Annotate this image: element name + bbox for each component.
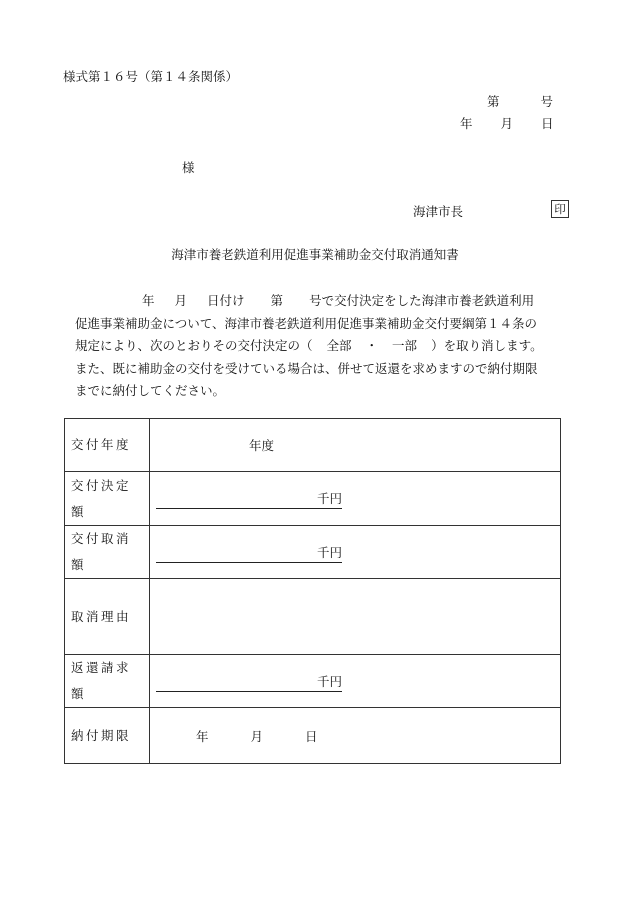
body-line-5: までに納付してください。 bbox=[75, 383, 226, 398]
table-row bbox=[65, 472, 561, 526]
cancel-reason-cell[interactable] bbox=[150, 579, 561, 655]
row-label-cancel-reason: 取消理由 bbox=[65, 579, 150, 655]
amount-unit: 千円 bbox=[316, 673, 342, 689]
grant-amount-cell[interactable] bbox=[150, 472, 561, 526]
amount-underline bbox=[156, 488, 342, 509]
cancel-amount-cell[interactable] bbox=[150, 526, 561, 579]
row-label-grant-amount: 交付決定額 bbox=[65, 472, 150, 526]
issue-date bbox=[460, 114, 554, 132]
document-title: 海津市養老鉄道利用促進事業補助金交付取消通知書 bbox=[171, 247, 459, 262]
choice-part: 一部 bbox=[392, 338, 418, 353]
body-line-2: 促進事業補助金について、海津市養老鉄道利用促進事業補助金交付要綱第１４条の bbox=[75, 315, 538, 331]
doc-number-prefix: 第 bbox=[487, 94, 500, 109]
table-row bbox=[65, 526, 561, 579]
amount-underline bbox=[156, 671, 342, 692]
body-line-4: また、既に補助金の交付を受けている場合は、併せて返還を求めますので納付期限 bbox=[75, 360, 538, 376]
issuer-name: 海津市長 bbox=[413, 204, 464, 219]
row-label-fiscal-year: 交付年度 bbox=[65, 419, 150, 472]
amount-underline bbox=[156, 542, 342, 563]
row-label-cancel-amount: 交付取消額 bbox=[65, 526, 150, 579]
table-row bbox=[65, 419, 561, 472]
form-number: 様式第１６号（第１４条関係） bbox=[63, 69, 239, 84]
details-table bbox=[64, 418, 561, 764]
refund-amount-cell[interactable] bbox=[150, 655, 561, 708]
date-month: 月 bbox=[500, 116, 514, 131]
table-row bbox=[65, 655, 561, 708]
seal-mark: 印 bbox=[551, 200, 569, 218]
body-line-3: 規定により、次のとおりその交付決定の（ 全部 ・ 一部 ）を取り消します。 bbox=[75, 338, 543, 353]
table-row bbox=[65, 579, 561, 655]
amount-unit: 千円 bbox=[316, 491, 342, 506]
row-label-refund-amount: 返還請求額 bbox=[65, 655, 150, 708]
doc-number-suffix: 号 bbox=[540, 94, 554, 109]
table-row bbox=[65, 708, 561, 764]
choice-all: 全部 bbox=[326, 338, 352, 353]
payment-deadline-cell[interactable]: 年 月 日 bbox=[150, 708, 561, 764]
date-day: 日 bbox=[541, 116, 554, 131]
row-label-payment-deadline: 納付期限 bbox=[65, 708, 150, 764]
date-year: 年 bbox=[460, 116, 473, 131]
fiscal-year-cell[interactable]: 年度 bbox=[150, 419, 561, 472]
body-line-1: 年 月 日付け 第 号で交付決定をした海津市養老鉄道利用 bbox=[142, 293, 535, 308]
addressee-honorific: 様 bbox=[182, 160, 195, 175]
amount-unit: 千円 bbox=[316, 544, 342, 560]
notice-body bbox=[75, 290, 575, 403]
document-number bbox=[487, 92, 553, 110]
